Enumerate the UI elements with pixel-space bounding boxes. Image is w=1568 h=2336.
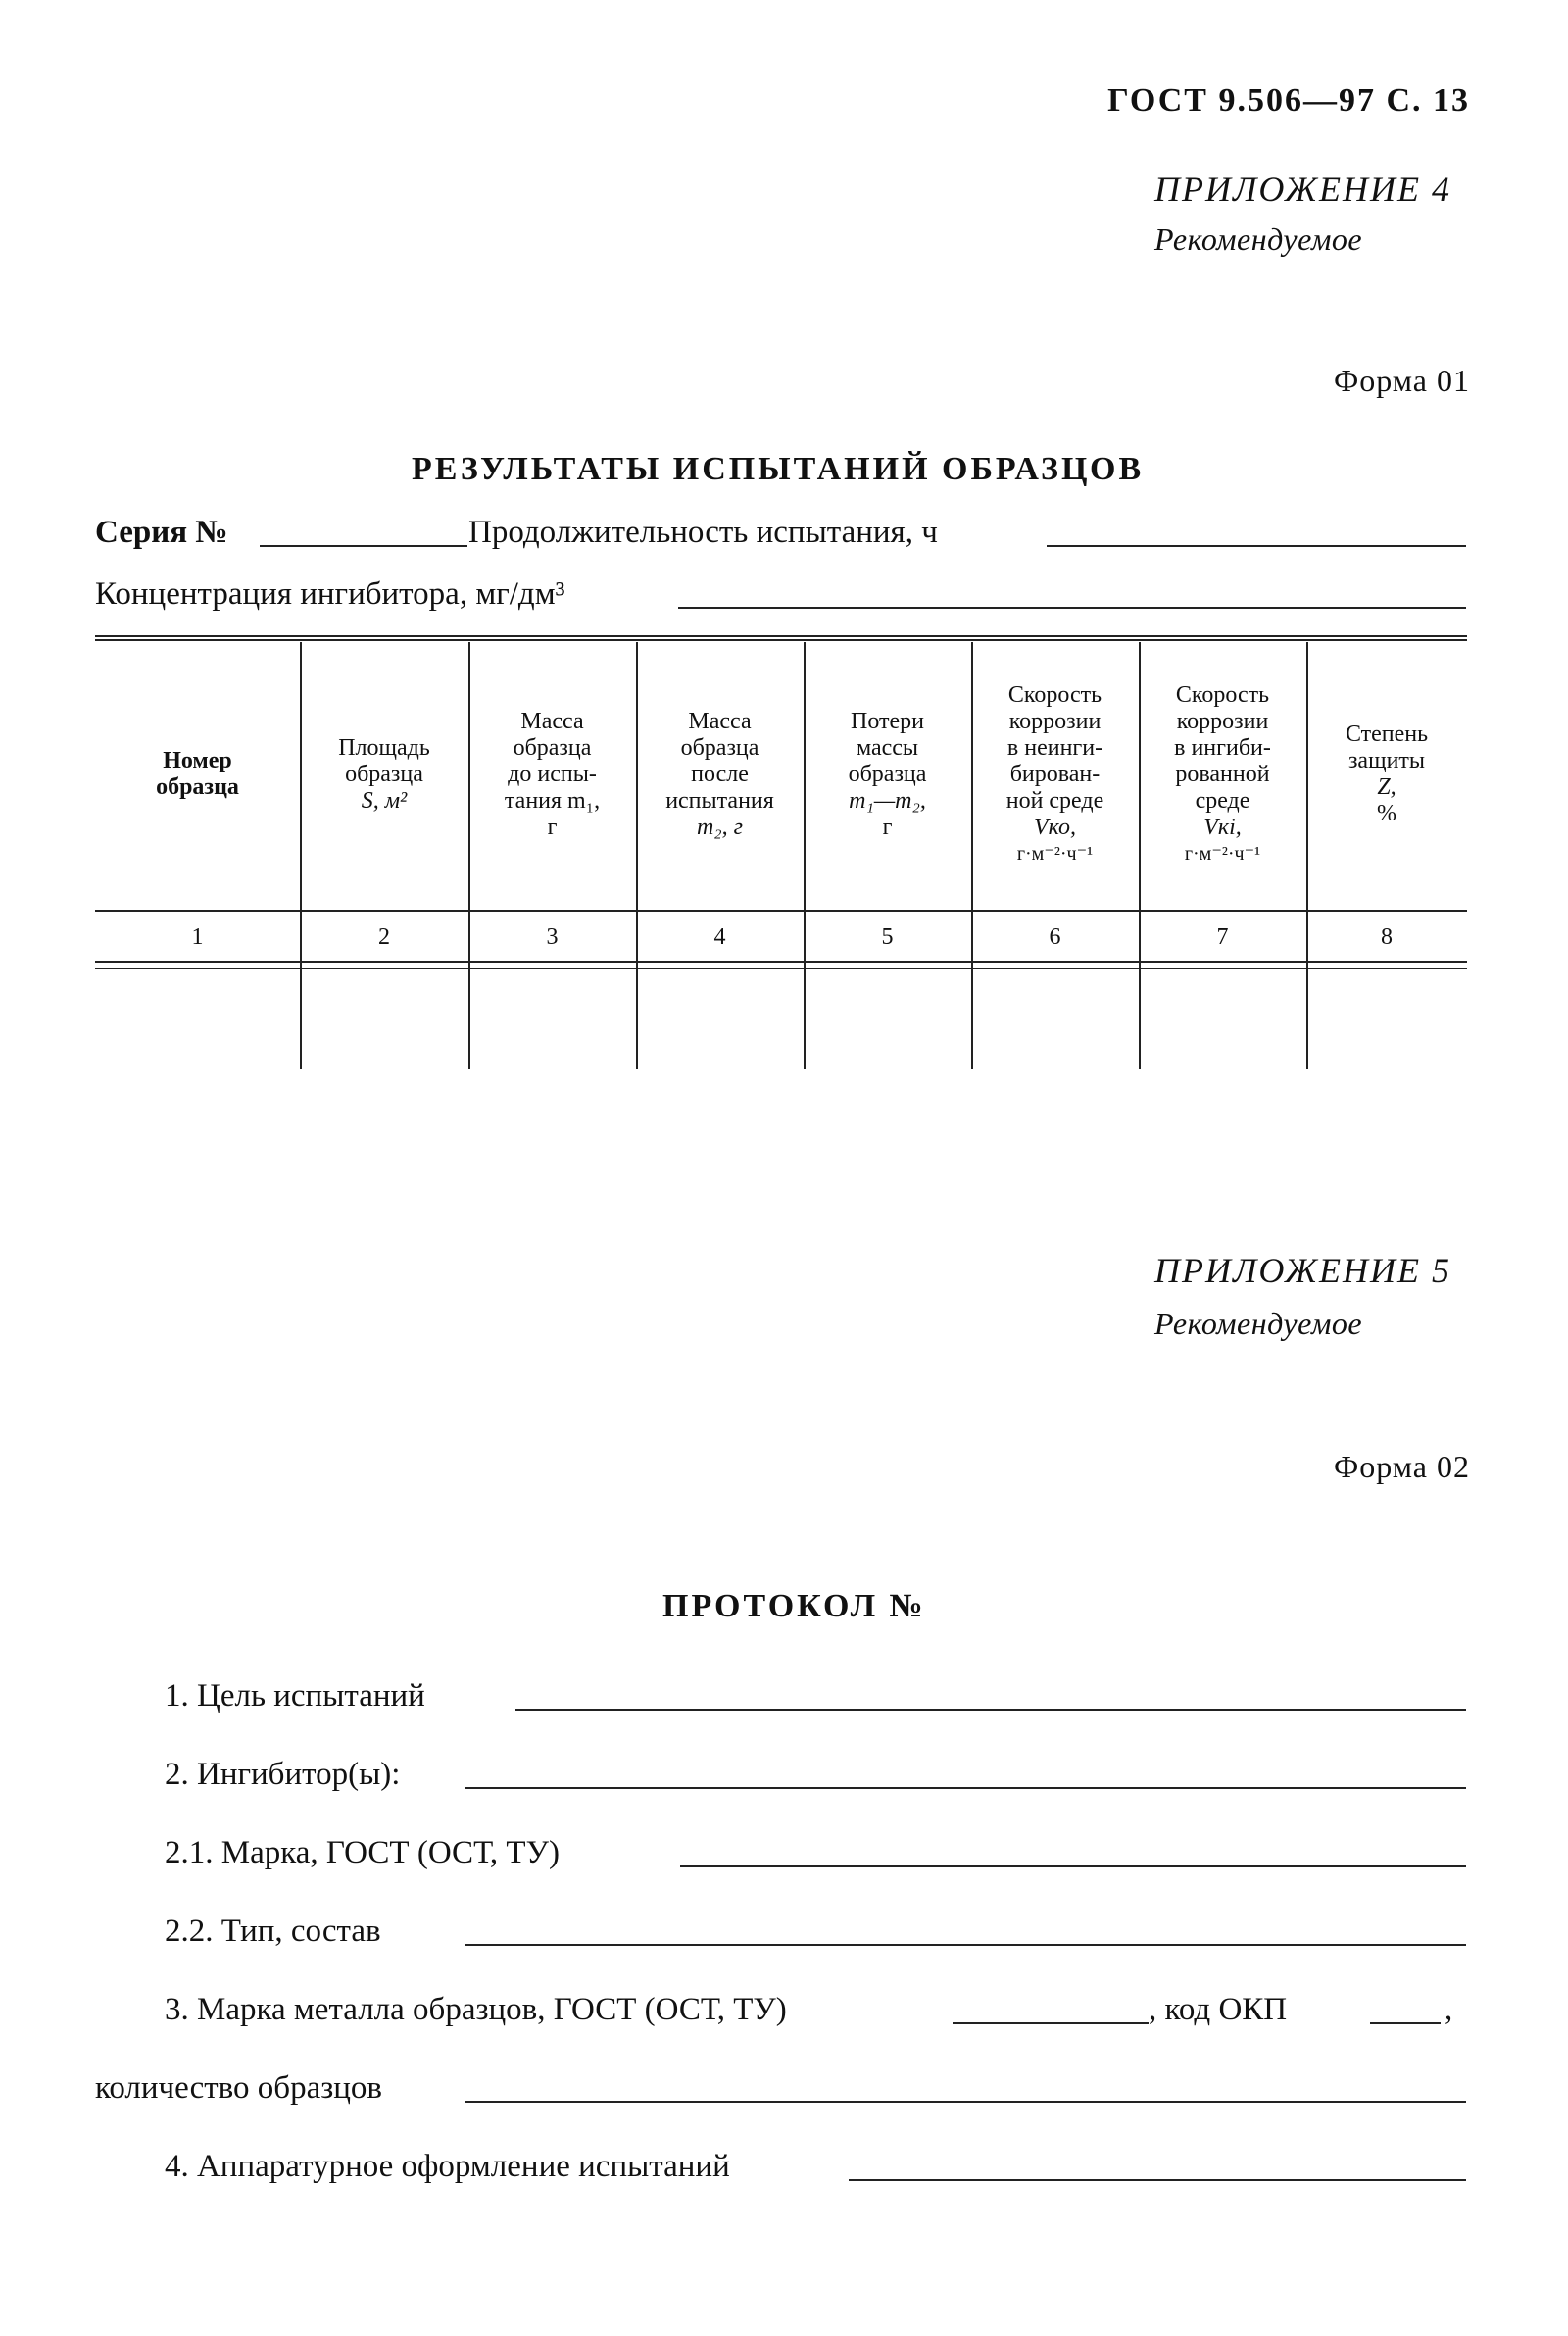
goal-field-line[interactable] xyxy=(515,1709,1466,1711)
table-data-row[interactable] xyxy=(95,970,1467,1069)
col-number-3: 3 xyxy=(546,924,559,950)
col-number-5: 5 xyxy=(881,924,894,950)
protocol-title: ПРОТОКОЛ № xyxy=(662,1588,926,1624)
appendix-4-note: Рекомендуемое xyxy=(1154,222,1363,257)
apparatus-label: 4. Аппаратурное оформление испытаний xyxy=(165,2149,730,2184)
col-header-4: Масса образца после испытания m₂, г xyxy=(665,708,774,840)
col-header-3: Масса образца до испы- тания m₁, г xyxy=(504,708,601,840)
form-01-label: Форма 01 xyxy=(1333,363,1470,398)
col-number-4: 4 xyxy=(713,924,726,950)
metal-field-line[interactable] xyxy=(953,2022,1149,2024)
results-title: РЕЗУЛЬТАТЫ ИСПЫТАНИЙ ОБРАЗЦОВ xyxy=(412,451,1145,487)
goal-label: 1. Цель испытаний xyxy=(165,1678,425,1714)
okp-field-line[interactable] xyxy=(1370,2022,1441,2024)
brand-field-line[interactable] xyxy=(680,1865,1466,1867)
inhibitor-field-line[interactable] xyxy=(465,1787,1466,1789)
form-02-label: Форма 02 xyxy=(1333,1449,1470,1484)
type-label: 2.2. Тип, состав xyxy=(165,1914,381,1949)
metal-label: 3. Марка металла образцов, ГОСТ (ОСТ, ТУ) xyxy=(165,1992,787,2027)
col-number-8: 8 xyxy=(1381,924,1393,950)
inhibitor-label: 2. Ингибитор(ы): xyxy=(165,1757,401,1792)
apparatus-field-line[interactable] xyxy=(849,2179,1466,2181)
quantity-field-line[interactable] xyxy=(465,2101,1466,2103)
brand-label: 2.1. Марка, ГОСТ (ОСТ, ТУ) xyxy=(165,1835,560,1870)
okp-comma: , xyxy=(1445,1992,1453,2027)
duration-field-line[interactable] xyxy=(1047,545,1466,547)
col-header-5: Потери массы образца m₁—m₂, г xyxy=(848,708,927,840)
concentration-label: Концентрация ингибитора, мг/дм³ xyxy=(95,576,565,612)
okp-label: , код ОКП xyxy=(1149,1992,1288,2027)
duration-label: Продолжительность испытания, ч xyxy=(468,515,938,550)
type-field-line[interactable] xyxy=(465,1944,1466,1946)
col-number-7: 7 xyxy=(1216,924,1229,950)
appendix-5-note: Рекомендуемое xyxy=(1154,1306,1363,1341)
col-header-8: Степень защиты Z, % xyxy=(1345,721,1429,826)
col-header-7: Скорость коррозии в ингиби- рованной среде Vкi, г·м⁻²·ч⁻¹ xyxy=(1174,681,1271,865)
page-header: ГОСТ 9.506—97 С. 13 xyxy=(1107,82,1470,119)
col-number-2: 2 xyxy=(378,924,390,950)
col-header-1: Номер образца xyxy=(156,748,239,800)
concentration-field-line[interactable] xyxy=(678,607,1466,609)
col-number-1: 1 xyxy=(191,924,204,950)
quantity-label: количество образцов xyxy=(95,2070,383,2106)
appendix-4-label: ПРИЛОЖЕНИЕ 4 xyxy=(1154,170,1451,209)
col-header-2: Площадь образца S, м² xyxy=(338,734,430,814)
col-number-6: 6 xyxy=(1049,924,1061,950)
col-header-6: Скорость коррозии в неинги- бирован- ной среде Vко, г·м⁻²·ч⁻¹ xyxy=(1005,681,1104,865)
series-label: Серия № xyxy=(95,515,228,550)
series-field-line[interactable] xyxy=(260,545,467,547)
appendix-5-label: ПРИЛОЖЕНИЕ 5 xyxy=(1154,1251,1451,1290)
